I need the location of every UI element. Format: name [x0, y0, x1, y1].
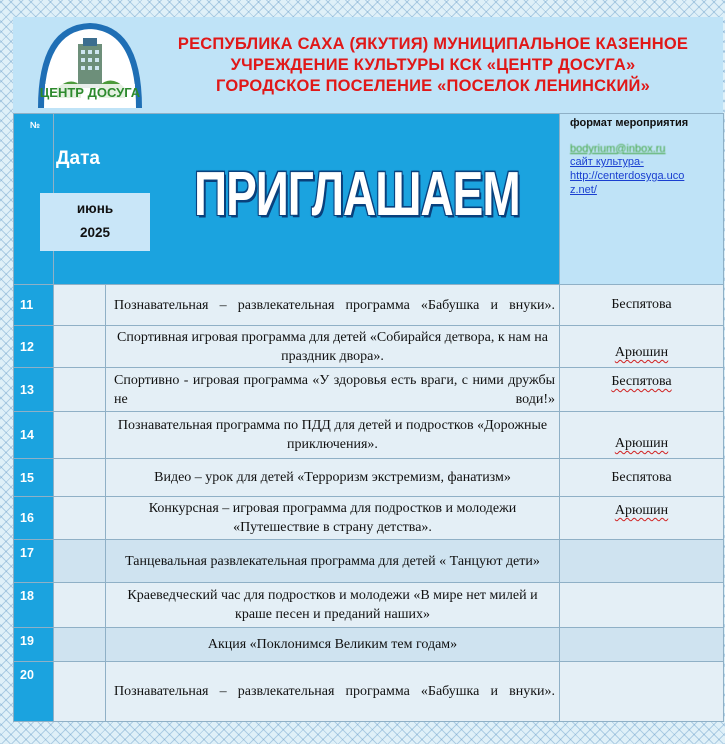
responsible-name: Арюшин	[614, 436, 669, 451]
row-number: 16	[14, 497, 54, 540]
row-event: Познавательная – развлекательная программа «Бабушка и внуки».	[106, 285, 560, 326]
row-responsible	[560, 285, 724, 326]
invite-heading: ПРИГЛАШАЕМ	[194, 158, 520, 229]
table-row	[14, 459, 724, 497]
table-row	[14, 628, 724, 662]
title-line: ГОРОДСКОЕ ПОСЕЛЕНИЕ «ПОСЕЛОК ЛЕНИНСКИЙ»	[216, 77, 650, 95]
row-date	[54, 326, 106, 368]
row-number: 12	[14, 326, 54, 368]
row-date	[54, 497, 106, 540]
table-row	[14, 326, 724, 368]
row-responsible	[560, 497, 724, 540]
row-event: Конкурсная – игровая программа для подростков и молодежи «Путешествие в страну детства».	[106, 497, 560, 540]
title-line: УЧРЕЖДЕНИЕ КУЛЬТУРЫ КСК «ЦЕНТР ДОСУГА»	[230, 56, 636, 74]
responsible-name: Беспятова	[611, 374, 672, 389]
row-date	[54, 662, 106, 722]
row-number: 13	[14, 368, 54, 412]
row-number: 11	[14, 285, 54, 326]
row-date	[54, 368, 106, 412]
row-responsible	[560, 628, 724, 662]
row-number: 17	[14, 540, 54, 583]
table-row	[14, 412, 724, 459]
row-date	[54, 583, 106, 628]
table-header-row	[14, 114, 724, 285]
row-event: Акция «Поклонимся Великим тем годам»	[106, 628, 560, 662]
row-number: 18	[14, 583, 54, 628]
row-date	[54, 285, 106, 326]
row-responsible	[560, 326, 724, 368]
email-link[interactable]: bodyrium@inbox.ru	[570, 143, 666, 155]
month-label: июнь	[76, 201, 114, 216]
site-label: сайт культура-	[570, 156, 644, 168]
row-number: 14	[14, 412, 54, 459]
table-row	[14, 497, 724, 540]
column-header-date: Дата	[56, 148, 100, 169]
row-responsible	[560, 662, 724, 722]
row-event: Спортивно - игровая программа «У здоровья есть враги, с ними дружбы не води!»	[106, 368, 560, 412]
table-row	[14, 285, 724, 326]
responsible-name: Арюшин	[614, 345, 669, 360]
site-link-end[interactable]: z.net/	[570, 184, 597, 196]
row-responsible	[560, 368, 724, 412]
row-number: 20	[14, 662, 54, 722]
table-row	[14, 540, 724, 583]
table-row	[14, 662, 724, 722]
table-row	[14, 583, 724, 628]
row-date	[54, 540, 106, 583]
responsible-name: Арюшин	[614, 503, 669, 518]
row-responsible	[560, 459, 724, 497]
title-line: РЕСПУБЛИКА САХА (ЯКУТИЯ) МУНИЦИПАЛЬНОЕ КАЗЕННОЕ	[177, 35, 689, 53]
row-number: 19	[14, 628, 54, 662]
row-responsible	[560, 583, 724, 628]
table-row	[14, 368, 724, 412]
row-event: Краеведческий час для подростков и молодежи «В мире нет милей и краше песен и преданий наших»	[106, 583, 560, 628]
site-link[interactable]: http://centerdosyga.uco	[570, 170, 685, 182]
row-date	[54, 628, 106, 662]
row-event: Познавательная программа по ПДД для детей и подростков «Дорожные приключения».	[106, 412, 560, 459]
row-responsible	[560, 412, 724, 459]
logo-text: ЦЕНТР ДОСУГА	[39, 85, 141, 100]
year-label: 2025	[79, 225, 111, 240]
responsible-name: Беспятова	[611, 297, 672, 312]
row-date	[54, 412, 106, 459]
format-header	[560, 114, 724, 285]
row-event: Танцевальная развлекательная программа для детей « Танцуют дети»	[106, 540, 560, 583]
row-event: Познавательная – развлекательная программа «Бабушка и внуки».	[106, 662, 560, 722]
row-number: 15	[14, 459, 54, 497]
responsible-name: Беспятова	[611, 469, 672, 485]
schedule-table	[13, 113, 724, 722]
row-date	[54, 459, 106, 497]
row-event: Видео – урок для детей «Терроризм экстремизм, фанатизм»	[106, 459, 560, 497]
column-header-format: формат мероприятия	[570, 117, 689, 129]
row-responsible	[560, 540, 724, 583]
row-event: Спортивная игровая программа для детей «Собирайся детвора, к нам на праздник двора».	[106, 326, 560, 368]
logo-icon	[37, 22, 143, 110]
month-box	[40, 193, 150, 251]
header-banner	[54, 114, 560, 285]
column-header-number: №	[14, 114, 54, 285]
logo	[37, 22, 143, 110]
page-title	[153, 34, 713, 97]
page-header	[13, 17, 723, 113]
